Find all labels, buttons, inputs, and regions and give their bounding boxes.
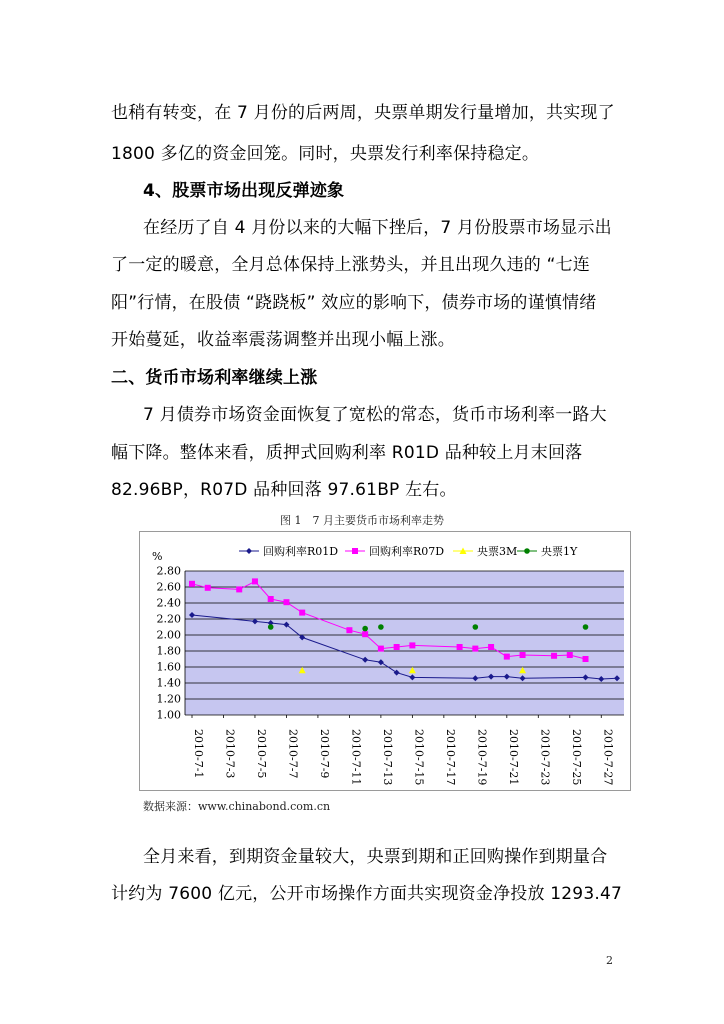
rate-trend-chart	[139, 531, 631, 791]
x-tick-label: 2010-7-15	[412, 729, 426, 786]
plot-area	[185, 571, 624, 715]
y-tick-label: 2.60	[156, 580, 181, 594]
data-point-1	[346, 627, 352, 633]
x-tick-label: 2010-7-21	[506, 729, 520, 786]
data-point-1	[472, 646, 478, 652]
data-point-1	[394, 644, 400, 650]
data-point-1	[205, 585, 211, 591]
body-line: 计约为 7600 亿元，公开市场操作方面共实现资金净投放 1293.47	[111, 884, 622, 904]
x-tick-label: 2010-7-7	[286, 729, 300, 779]
data-point-1	[409, 642, 415, 648]
body-line: 也稍有转变，在 7 月份的后两周，央票单期发行量增加，共实现了	[111, 103, 615, 123]
y-tick-label: 1.40	[156, 676, 181, 690]
data-point-1	[189, 581, 195, 587]
y-axis-unit-label: %	[152, 550, 163, 563]
section-heading-4: 4、股票市场出现反弹迹象	[143, 181, 345, 201]
data-point-3	[268, 624, 274, 630]
data-point-1	[283, 599, 289, 605]
x-tick-label: 2010-7-9	[317, 729, 331, 779]
figure-caption: 图 1 7 月主要货币市场利率走势	[280, 514, 444, 527]
page-number: 2	[606, 954, 613, 967]
x-tick-label: 2010-7-13	[380, 729, 394, 786]
data-point-1	[378, 646, 384, 652]
data-point-3	[583, 624, 589, 630]
body-line: 全月来看，到期资金量较大，央票到期和正回购操作到期量合	[143, 847, 608, 867]
data-point-1	[268, 596, 274, 602]
body-line: 在经历了自 4 月份以来的大幅下挫后，7 月份股票市场显示出	[143, 218, 612, 238]
body-line: 开始蔓延，收益率震荡调整并出现小幅上涨。	[111, 330, 455, 350]
data-point-1	[252, 578, 258, 584]
data-point-3	[473, 624, 479, 630]
data-point-1	[551, 653, 557, 659]
x-tick-label: 2010-7-27	[601, 729, 615, 786]
y-tick-label: 2.00	[156, 628, 181, 642]
y-tick-label: 2.20	[156, 612, 181, 626]
y-tick-label: 2.40	[156, 596, 181, 610]
y-tick-label: 1.20	[156, 692, 181, 706]
y-tick-label: 1.80	[156, 644, 181, 658]
x-tick-label: 2010-7-23	[538, 729, 552, 786]
legend-label: 央票1Y	[541, 545, 578, 558]
data-point-1	[236, 586, 242, 592]
y-tick-label: 2.80	[156, 564, 181, 578]
legend-marker	[524, 548, 530, 554]
body-line: 1800 多亿的资金回笼。同时，央票发行利率保持稳定。	[111, 144, 540, 164]
y-tick-label: 1.60	[156, 660, 181, 674]
x-tick-label: 2010-7-17	[443, 729, 457, 786]
data-point-1	[457, 644, 463, 650]
data-point-1	[362, 631, 368, 637]
body-line: 幅下降。整体来看，质押式回购利率 R01D 品种较上月末回落	[111, 443, 583, 463]
body-line: 82.96BP，R07D 品种回落 97.61BP 左右。	[111, 480, 457, 500]
body-line: 阳”行情，在股债 “跷跷板” 效应的影响下，债券市场的谨慎情绪	[111, 293, 597, 313]
legend-label: 回购利率R07D	[369, 545, 445, 558]
data-point-1	[488, 644, 494, 650]
data-point-1	[520, 652, 526, 658]
body-line: 7 月债券市场资金面恢复了宽松的常态，货币市场利率一路大	[143, 405, 607, 425]
data-point-3	[362, 626, 368, 632]
data-point-1	[567, 652, 573, 658]
body-line: 了一定的暖意，全月总体保持上涨势头，并且出现久违的 “七连	[111, 255, 591, 275]
x-tick-label: 2010-7-11	[349, 729, 363, 786]
data-point-3	[378, 624, 384, 630]
x-tick-label: 2010-7-19	[475, 729, 489, 786]
data-point-1	[299, 610, 305, 616]
data-point-1	[583, 656, 589, 662]
legend-marker	[352, 548, 358, 554]
data-source-note: 数据来源：www.chinabond.com.cn	[143, 800, 331, 813]
x-tick-label: 2010-7-1	[192, 729, 205, 779]
x-tick-label: 2010-7-5	[254, 729, 268, 779]
legend-label: 央票3M	[477, 545, 518, 558]
section-heading-2: 二、货币市场利率继续上涨	[111, 368, 318, 388]
legend-label: 回购利率R01D	[263, 545, 339, 558]
data-point-1	[504, 654, 510, 660]
y-tick-label: 1.00	[156, 708, 181, 722]
x-tick-label: 2010-7-25	[569, 729, 583, 786]
x-tick-label: 2010-7-3	[223, 729, 237, 779]
